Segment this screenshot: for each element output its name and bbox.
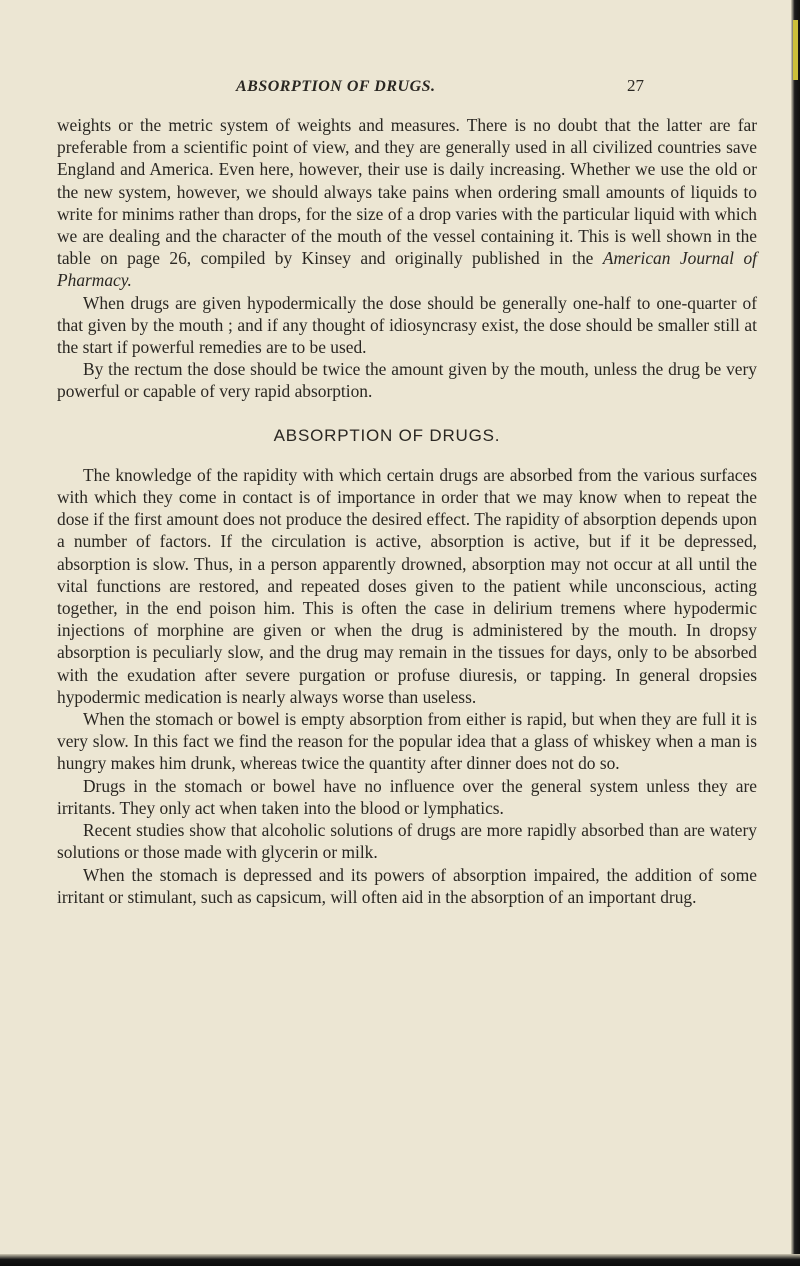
running-head: ABSORPTION OF DRUGS. — [236, 78, 436, 95]
paragraph-text: weights or the metric system of weights and measures. There is no doubt that the latter are far preferable from a scientific point of view, and they are generally used in all civilized countries save England and America. Even here, however, their use is daily increasing. Whether we use the old or the new system, however, we should always take pains when ordering small amounts of liquids to write for minims rather than drops, for the size of a drop varies with the particular liquid with which we are dealing and the character of the mouth of the vessel containing it. This is well shown in the table on page 26, compiled by Kinsey and originally published in the — [57, 115, 757, 269]
page-edge-bottom — [0, 1254, 800, 1266]
paragraph-absorption-rapidity: The knowledge of the rapidity with which certain drugs are absorbed from the various surfaces with which they come in contact is of importance in order that we may know when to repeat the dose if the first amount does not produce the desired effect. The rapidity of absorption depends upon a number of factors. If the circulation is active, absorption is active, but if it be depressed, absorption is slow. Thus, in a person apparently drowned, absorption may not occur at all until the vital functions are restored, and repeated doses given to the patient while unconscious, acting together, in the end poison him. This is often the case in delirium tremens where hypodermic injections of morphine are given or when the drug is administered by the mouth. In dropsy absorption is peculiarly slow, and the drug may remain in the tissues for days, only to be absorbed with the exudation after severe purgation or profuse diuresis, or tapping. In general dropsies hypodermic medication is nearly always worse than useless. — [57, 464, 757, 707]
page-header — [0, 78, 800, 102]
page-number: 27 — [627, 76, 644, 95]
section-heading: ABSORPTION OF DRUGS. — [273, 425, 501, 445]
page-edge-right — [791, 0, 800, 1266]
paragraph-continued — [57, 114, 757, 292]
paragraph-irritants: Drugs in the stomach or bowel have no influence over the general system unless they are irritants. They only act when taken into the blood or lymphatics. — [57, 775, 757, 818]
paragraph-alcoholic-solutions: Recent studies show that alcoholic solutions of drugs are more rapidly absorbed than are watery solutions or those made with glycerin or milk. — [57, 820, 757, 863]
paragraph-rectal-dose: By the rectum the dose should be twice the amount given by the mouth, unless the drug be very powerful or capable of very rapid absorption. — [57, 359, 757, 402]
paragraph-stomach-empty: When the stomach or bowel is empty absorption from either is rapid, but when they are full it is very slow. In this fact we find the reason for the popular idea that a glass of whiskey when a man is hungry makes him drunk, whereas twice the quantity after dinner does not do so. — [57, 709, 757, 774]
page-body — [57, 114, 757, 908]
journal-title: American Journal of Pharmacy. — [57, 248, 757, 291]
page-edge-tab — [793, 20, 798, 80]
paragraph-hypodermic-dose: When drugs are given hypodermically the dose should be generally one-half to one-quarter of that given by the mouth ; and if any thought of idiosyncrasy exist, the dose should be smaller still at the start if powerful remedies are to be used. — [57, 292, 757, 358]
paragraph-stomach-depressed: When the stomach is depressed and its powers of absorption impaired, the addition of some irritant or stimulant, such as capsicum, will often aid in the absorption of an important drug. — [57, 864, 757, 907]
